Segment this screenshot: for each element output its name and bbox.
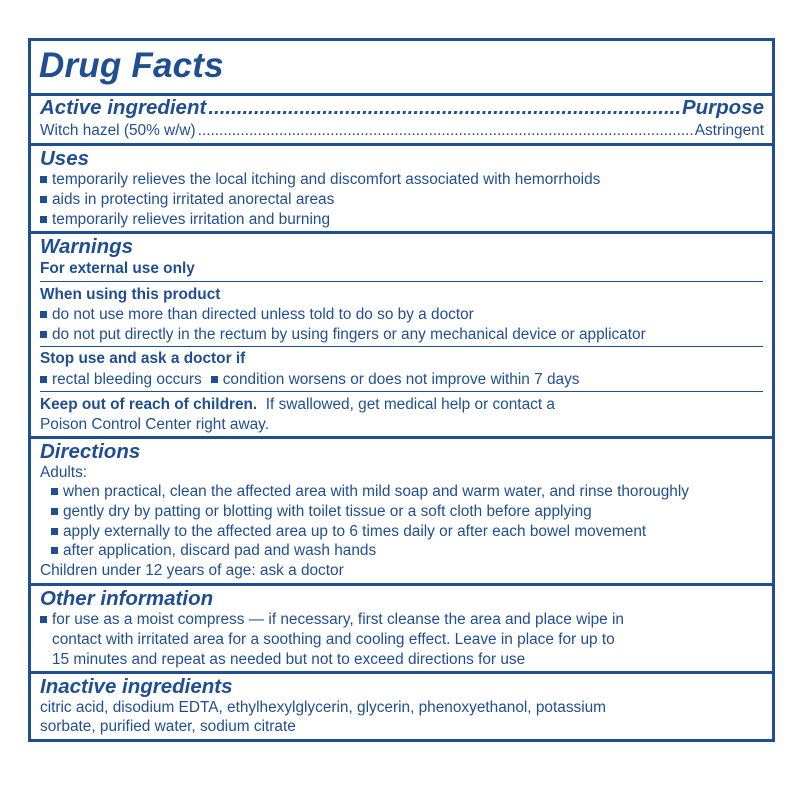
- stop-use-heading: Stop use and ask a doctor if: [40, 350, 246, 367]
- warnings-heading: Warnings: [40, 235, 134, 258]
- stop-use-items: rectal bleeding occurs condition worsens or does not improve within 7 days: [40, 370, 764, 389]
- uses-heading: Uses: [40, 147, 90, 170]
- active-ingredient-purpose: Astringent: [694, 122, 764, 139]
- bullet-icon: [40, 376, 47, 383]
- bullet-icon: [51, 488, 58, 495]
- purpose-heading: Purpose: [681, 96, 764, 119]
- bullet-icon: [40, 196, 47, 203]
- other-information-line: for use as a moist compress — if necessary, first cleanse the area and place wipe in: [40, 610, 764, 629]
- section-divider: [31, 231, 772, 234]
- other-information-line: contact with irritated area for a soothing and cooling effect. Leave in place for up to: [52, 631, 615, 648]
- bullet-icon: [51, 508, 58, 515]
- children-direction: Children under 12 years of age: ask a doctor: [40, 562, 344, 579]
- bullet-icon: [51, 547, 58, 554]
- bullet-icon: [211, 376, 218, 383]
- other-information-line: 15 minutes and repeat as needed but not to exceed directions for use: [52, 651, 526, 668]
- uses-item: aids in protecting irritated anorectal areas: [40, 190, 764, 209]
- uses-item: temporarily relieves irritation and burning: [40, 210, 764, 229]
- subsection-divider: [40, 391, 763, 392]
- section-divider: [31, 143, 772, 146]
- inactive-ingredients-line: sorbate, purified water, sodium citrate: [40, 718, 296, 735]
- section-divider: [31, 583, 772, 586]
- active-ingredient-heading-row: [40, 96, 764, 120]
- drug-facts-panel: [28, 38, 775, 742]
- inactive-ingredients-heading: Inactive ingredients: [40, 675, 233, 698]
- bullet-icon: [40, 311, 47, 318]
- when-using-item: do not put directly in the rectum by using fingers or any mechanical device or applicator: [40, 325, 764, 344]
- directions-item: after application, discard pad and wash hands: [51, 541, 764, 560]
- section-divider: [31, 436, 772, 439]
- bullet-icon: [51, 528, 58, 535]
- bullet-icon: [40, 616, 47, 623]
- active-ingredient-name: Witch hazel (50% w/w): [40, 122, 196, 139]
- dot-leader: [198, 121, 693, 140]
- keep-out-line: Keep out of reach of children. If swallowed, get medical help or contact a: [40, 396, 555, 413]
- directions-heading: Directions: [40, 440, 141, 463]
- drug-facts-title: Drug Facts: [39, 46, 224, 85]
- uses-item: temporarily relieves the local itching and discomfort associated with hemorrhoids: [40, 170, 764, 189]
- other-information-heading: Other information: [40, 587, 214, 610]
- directions-item: when practical, clean the affected area with mild soap and warm water, and rinse thoroughly: [51, 482, 764, 501]
- inactive-ingredients-line: citric acid, disodium EDTA, ethylhexylglycerin, glycerin, phenoxyethanol, potassium: [40, 699, 607, 716]
- bullet-icon: [40, 331, 47, 338]
- bullet-icon: [40, 216, 47, 223]
- subsection-divider: [40, 346, 763, 347]
- keep-out-line-2: Poison Control Center right away.: [40, 416, 269, 433]
- section-divider: [31, 671, 772, 674]
- adults-label: Adults:: [40, 464, 88, 481]
- external-use-warning: For external use only: [40, 260, 195, 277]
- keep-out-bold: Keep out of reach of children.: [40, 396, 258, 413]
- subsection-divider: [40, 281, 763, 282]
- active-ingredient-heading: Active ingredient: [40, 96, 207, 119]
- when-using-item: do not use more than directed unless told to do so by a doctor: [40, 305, 764, 324]
- directions-item: apply externally to the affected area up to 6 times daily or after each bowel movement: [51, 522, 764, 541]
- bullet-icon: [40, 176, 47, 183]
- active-ingredient-row: [40, 121, 764, 140]
- directions-item: gently dry by patting or blotting with toilet tissue or a soft cloth before applying: [51, 502, 764, 521]
- when-using-heading: When using this product: [40, 286, 221, 303]
- dot-leader: [208, 96, 680, 120]
